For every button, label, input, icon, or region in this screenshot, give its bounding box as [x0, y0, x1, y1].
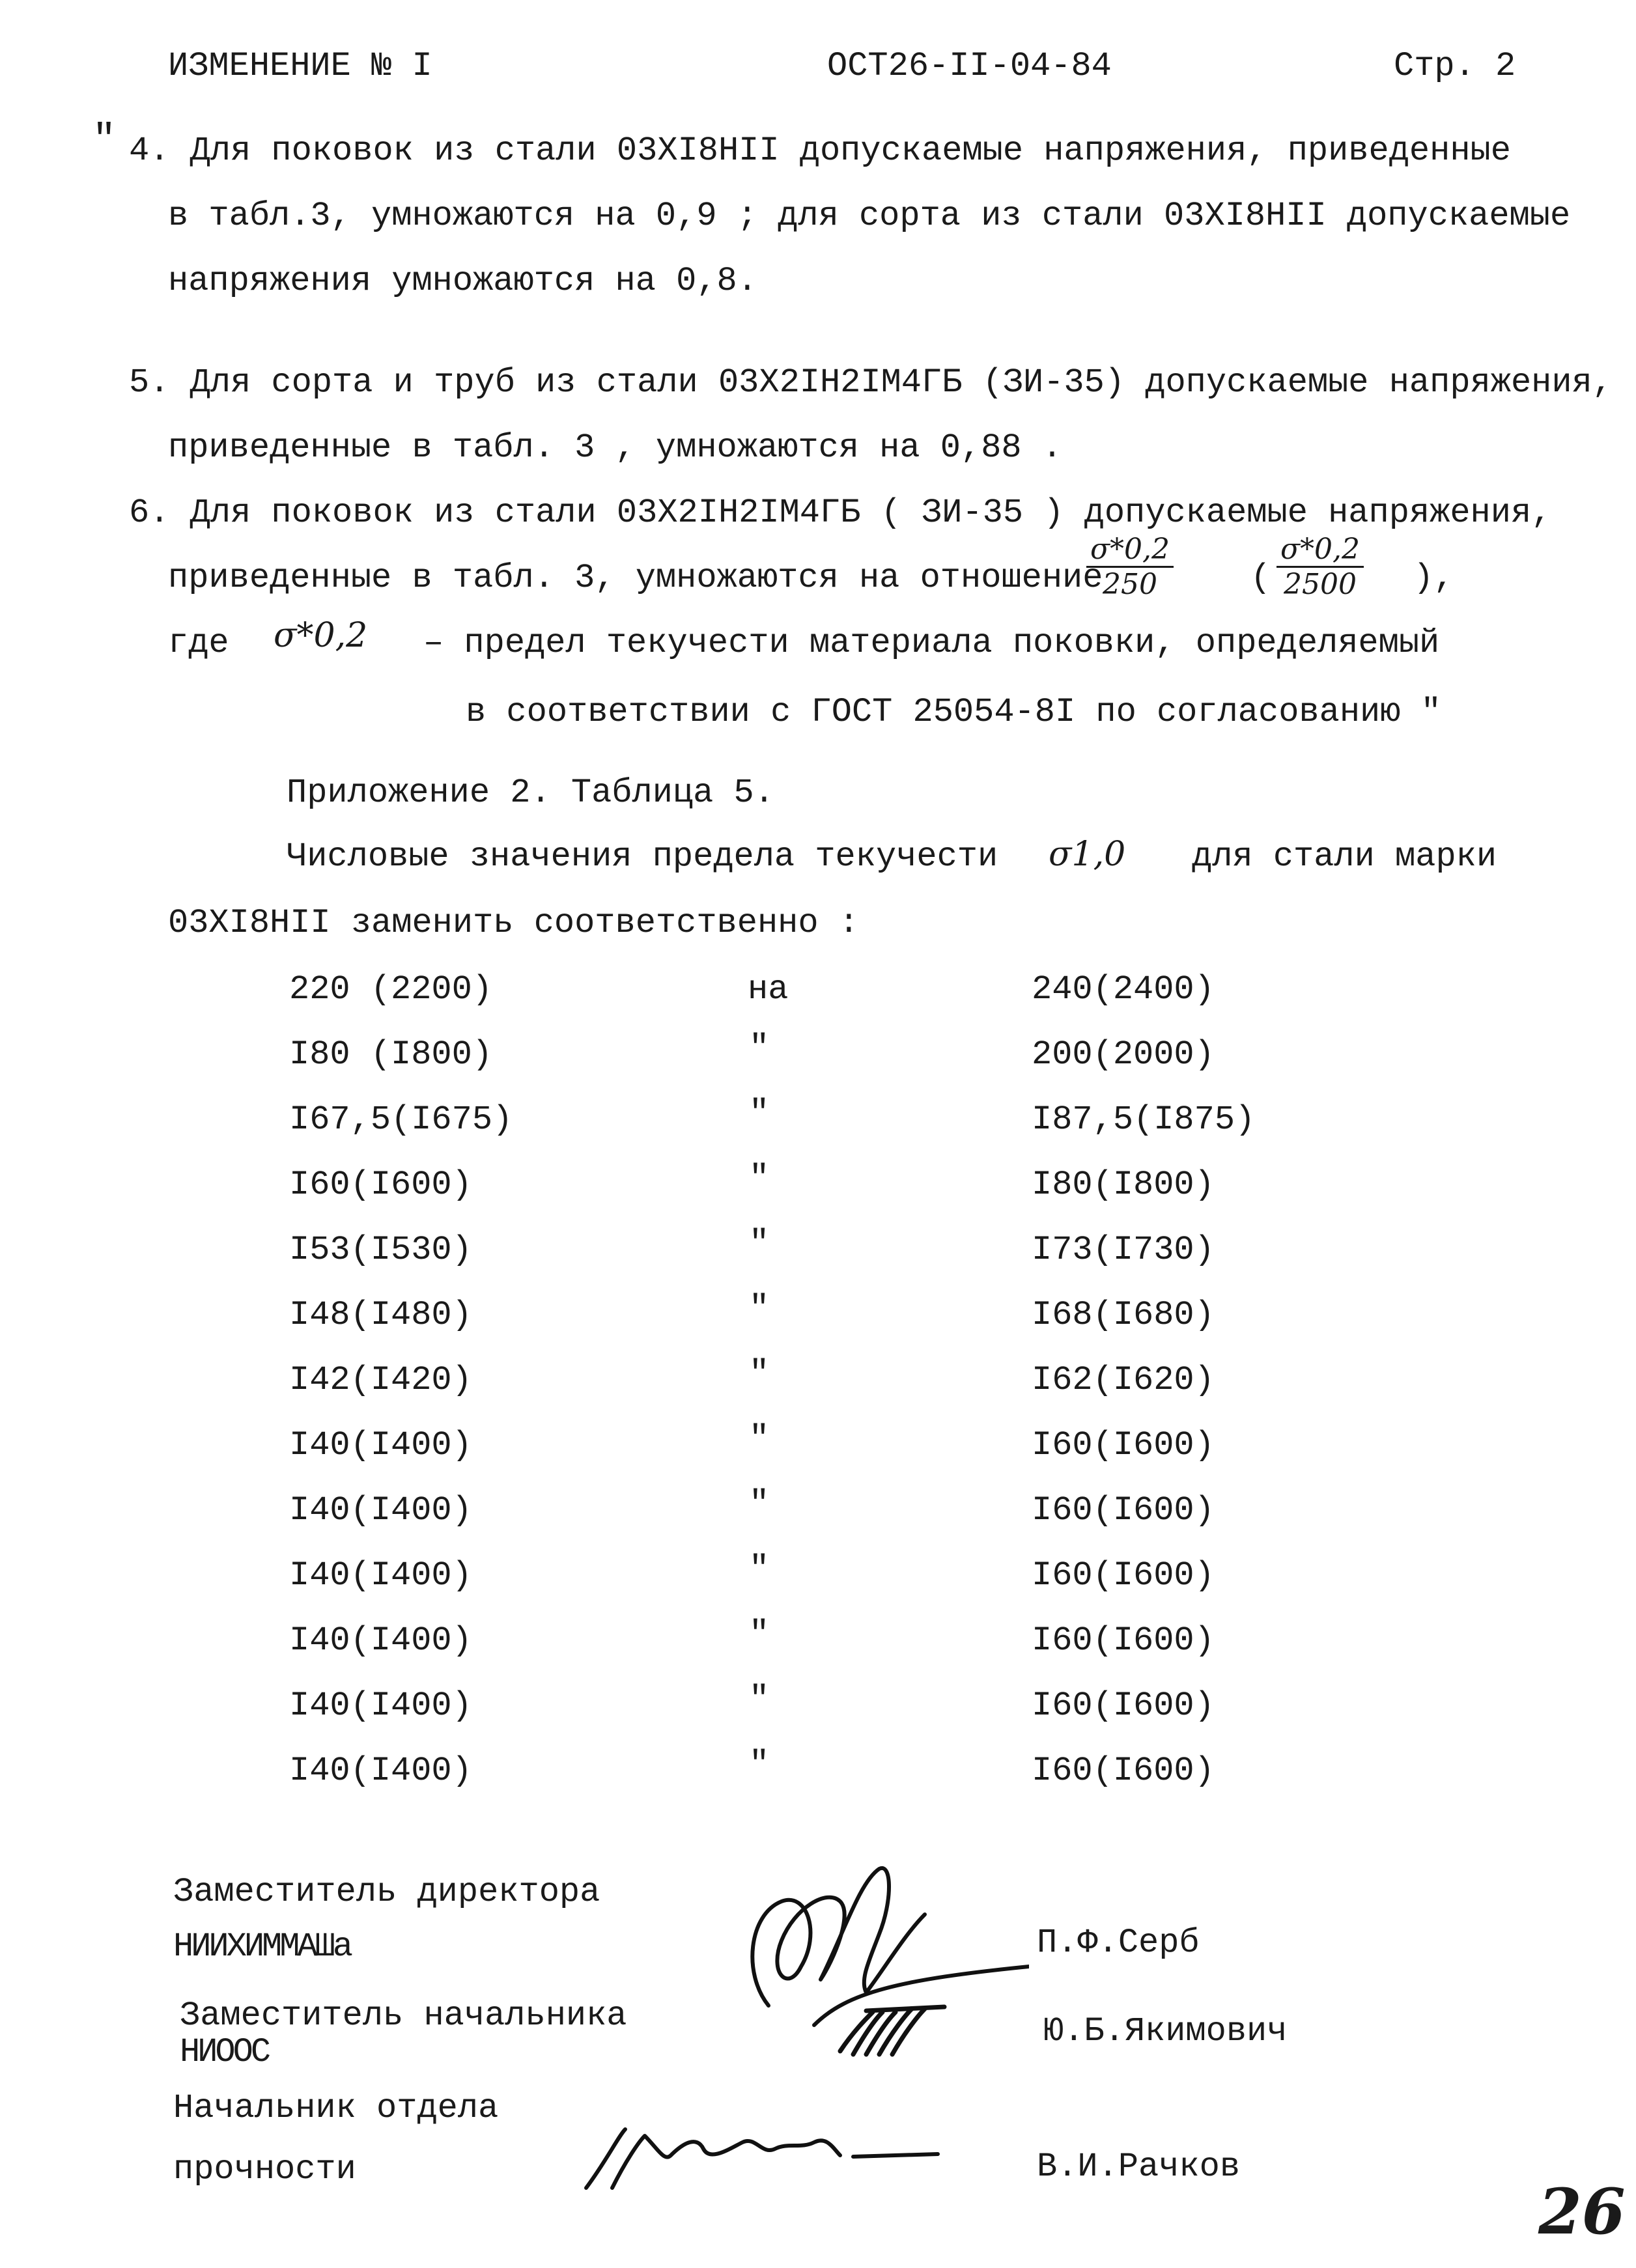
para6-line1: 6. Для поковок из стали 03X2IH2IM4ГБ ( ЗИ-35 ) допускаемые напряжения,: [129, 494, 1552, 532]
signatory2-name: Ю.Б.Якимович: [1043, 2012, 1288, 2051]
para4-open-quote: ": [92, 119, 117, 163]
table-row-from: I42(I420): [289, 1361, 472, 1399]
signatory1-name: П.Ф.Серб: [1037, 1924, 1200, 1962]
table-row-from: I80 (I800): [289, 1035, 493, 1074]
signatory1-title-line2: НИИХИММАШа: [173, 1927, 351, 1966]
table-row-from: I40(I400): [289, 1621, 472, 1660]
table-row-sep: ": [749, 1354, 770, 1393]
table-row-to: I80(I800): [1032, 1166, 1215, 1204]
table-row-to: 240(2400): [1032, 970, 1215, 1009]
table-row-to: I68(I680): [1032, 1296, 1215, 1334]
table-row-to: I60(I600): [1032, 1687, 1215, 1725]
ratio2-denominator: 2500: [1284, 568, 1357, 601]
table-row-sep: ": [749, 1224, 770, 1263]
table-row-from: I40(I400): [289, 1687, 472, 1725]
ratio1-fraction: [1086, 533, 1174, 601]
table-row-from: I60(I600): [289, 1166, 472, 1204]
table-row-sep: ": [749, 1159, 770, 1197]
table-row-sep: ": [749, 1029, 770, 1067]
table-row-sep: ": [749, 1485, 770, 1523]
header-center: ОСТ26-II-04-84: [827, 47, 1112, 85]
table-row-sep: ": [749, 1745, 770, 1784]
signatory2-title-line1: Заместитель начальника: [180, 1996, 627, 2035]
appendix-line2: 03XI8HII заменить соответственно :: [168, 904, 859, 942]
table-row-sep: ": [749, 1094, 770, 1132]
signatory3-title-line1: Начальник отдела: [173, 2089, 499, 2127]
table-row-to: I60(I600): [1032, 1621, 1215, 1660]
table-row-from: 220 (2200): [289, 970, 493, 1009]
page-number: 26: [1538, 2175, 1626, 2248]
ratio2-open-paren: (: [1250, 559, 1271, 597]
para6-line2-prefix: приведенные в табл. 3, умножаются на отношение: [168, 559, 1103, 597]
signatory1-title-line1: Заместитель директора: [173, 1873, 600, 1911]
para6-where: где: [168, 624, 229, 662]
sigma-10-symbol: σ1,0: [1049, 835, 1126, 874]
ratio2-close-paren: ),: [1413, 559, 1454, 597]
table-row-to: I60(I600): [1032, 1491, 1215, 1530]
para6-line3-text: – предел текучести материала поковки, определяемый: [423, 624, 1440, 662]
table-row-to: I62(I620): [1032, 1361, 1215, 1399]
table-row-from: I40(I400): [289, 1556, 472, 1595]
signature-yakimovich: [827, 1993, 957, 2064]
table-row-sep: ": [749, 1680, 770, 1718]
table-row-from: I40(I400): [289, 1491, 472, 1530]
table-row-from: I67,5(I675): [289, 1100, 513, 1139]
table-row-sep: ": [749, 1615, 770, 1653]
table-row-to: I60(I600): [1032, 1426, 1215, 1464]
para4-line3: напряжения умножаются на 0,8.: [168, 262, 757, 300]
table-row-from: I48(I480): [289, 1296, 472, 1334]
ratio1-denominator: 250: [1103, 568, 1157, 601]
table-row-to: I87,5(I875): [1032, 1100, 1256, 1139]
para5-line2: приведенные в табл. 3 , умножаются на 0,88 .: [168, 428, 1063, 467]
header-right: Стр. 2: [1394, 47, 1516, 85]
table-row-to: I60(I600): [1032, 1752, 1215, 1790]
table-row-to: I73(I730): [1032, 1231, 1215, 1269]
table-row-from: I40(I400): [289, 1426, 472, 1464]
table-row-sep: ": [749, 1420, 770, 1458]
appendix-line1-prefix: Числовые значения предела текучести: [287, 837, 998, 876]
ratio1-numerator: σ*0,2: [1086, 533, 1174, 568]
table-row-sep: на: [748, 970, 789, 1009]
signatory3-name: В.И.Рачков: [1037, 2148, 1241, 2186]
header-left: ИЗМЕНЕНИЕ № I: [168, 47, 432, 85]
table-row-to: I60(I600): [1032, 1556, 1215, 1595]
para4-line2: в табл.3, умножаются на 0,9 ; для сорта из стали 03XI8HII допускаемые: [168, 197, 1571, 235]
table-row-sep: ": [749, 1289, 770, 1328]
ratio2-numerator: σ*0,2: [1276, 533, 1364, 568]
appendix-line1-suffix: для стали марки: [1192, 837, 1497, 876]
table-row-from: I53(I530): [289, 1231, 472, 1269]
signature-rachkov: [580, 2123, 944, 2194]
para4-line1: 4. Для поковок из стали 03XI8HII допускаемые напряжения, приведенные: [129, 132, 1511, 170]
appendix-title: Приложение 2. Таблица 5.: [287, 774, 774, 812]
table-row-from: I40(I400): [289, 1752, 472, 1790]
sigma-02-symbol: σ*0,2: [274, 616, 368, 655]
table-row-to: 200(2000): [1032, 1035, 1215, 1074]
para5-line1: 5. Для сорта и труб из стали 03X2IH2IM4ГБ (ЗИ-35) допускаемые напряжения,: [129, 363, 1613, 402]
ratio2-fraction: [1276, 533, 1364, 601]
para6-line4: в соответствии с ГОСТ 25054-8I по согласованию ": [466, 693, 1441, 731]
signatory3-title-line2: прочности: [173, 2150, 356, 2189]
signatory2-title-line2: НИООС: [180, 2033, 269, 2071]
table-row-sep: ": [749, 1550, 770, 1588]
